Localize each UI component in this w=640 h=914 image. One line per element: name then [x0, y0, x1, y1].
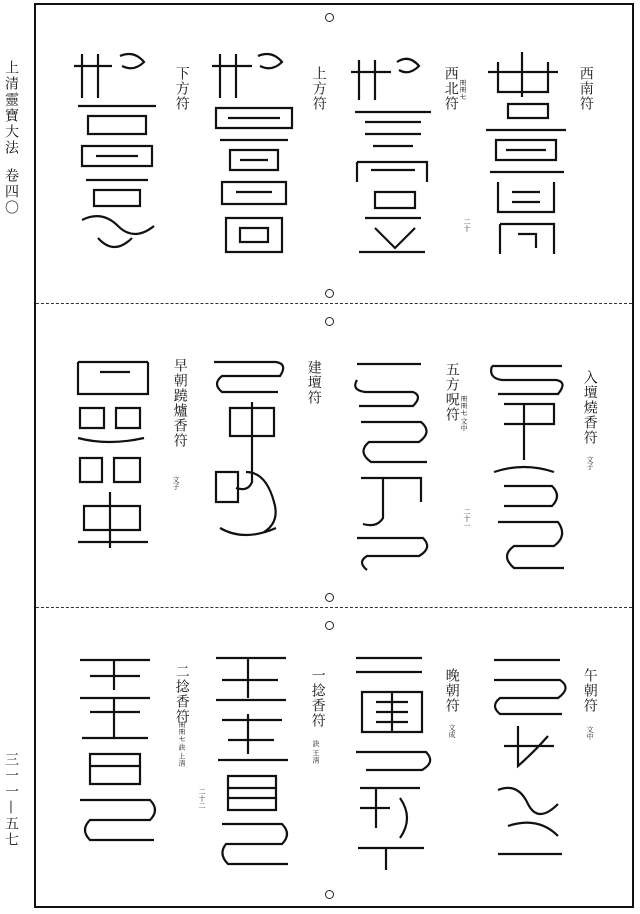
talisman-glyph — [70, 650, 162, 880]
binding-hole — [325, 289, 334, 298]
binding-hole — [325, 317, 334, 326]
panel-divider — [36, 303, 632, 304]
talisman-note: 文成 — [448, 724, 456, 738]
binding-hole — [325, 621, 334, 630]
talisman-glyph — [478, 42, 572, 262]
talisman-note: 訣 王清 — [312, 740, 320, 764]
talisman-glyph — [346, 648, 438, 878]
talisman-glyph — [345, 42, 439, 262]
talisman-label: 晚朝符 — [443, 668, 460, 713]
talisman-label: 西南符 — [577, 66, 594, 111]
talisman-label: 上方符 — [310, 66, 327, 111]
page-number: 三一一—五七 — [3, 752, 19, 848]
talisman-glyph — [484, 650, 576, 880]
talisman-note: 文中 — [586, 726, 594, 740]
binding-hole — [325, 593, 334, 602]
page-marker: 二十 — [463, 218, 471, 232]
talisman-note: 𠕁𠕁七 — [459, 78, 467, 99]
talisman-glyph — [484, 352, 574, 582]
talisman-glyph — [206, 352, 294, 552]
talisman-label: 二捻香符 — [173, 664, 190, 724]
talisman-label: 下方符 — [173, 66, 190, 111]
talisman-label: 建壇符 — [305, 360, 322, 405]
talisman-label: 西北符 — [442, 66, 459, 111]
talisman-glyph — [208, 648, 298, 878]
binding-hole — [325, 890, 334, 899]
book-title: 上清靈寶大法 — [3, 60, 19, 156]
talisman-glyph — [347, 352, 437, 572]
page-marker: 二十二 — [198, 788, 206, 809]
talisman-label: 入壇燒香符 — [581, 370, 598, 445]
talisman-note: 𠕁𠕁七 訣 上清 — [178, 720, 186, 767]
volume-number: 卷四〇 — [3, 168, 19, 216]
panel-divider — [36, 607, 632, 608]
talisman-note: 𠕁𠕁七 文中 — [460, 394, 468, 432]
talisman-label: 一捻香符 — [309, 668, 326, 728]
talisman-glyph — [68, 42, 166, 262]
talisman-label: 午朝符 — [581, 668, 598, 713]
talisman-note: 文子 — [172, 476, 180, 490]
talisman-label: 早朝蹺爐香符 — [171, 358, 188, 448]
page-marker: 二十一 — [463, 508, 471, 529]
margin-page-number — [4, 752, 26, 848]
talisman-label: 五方呪符 — [443, 362, 460, 422]
talisman-note: 文子 — [586, 456, 594, 470]
margin-title — [4, 60, 26, 216]
talisman-glyph — [70, 352, 160, 552]
talisman-glyph — [206, 42, 302, 262]
binding-hole — [325, 13, 334, 22]
